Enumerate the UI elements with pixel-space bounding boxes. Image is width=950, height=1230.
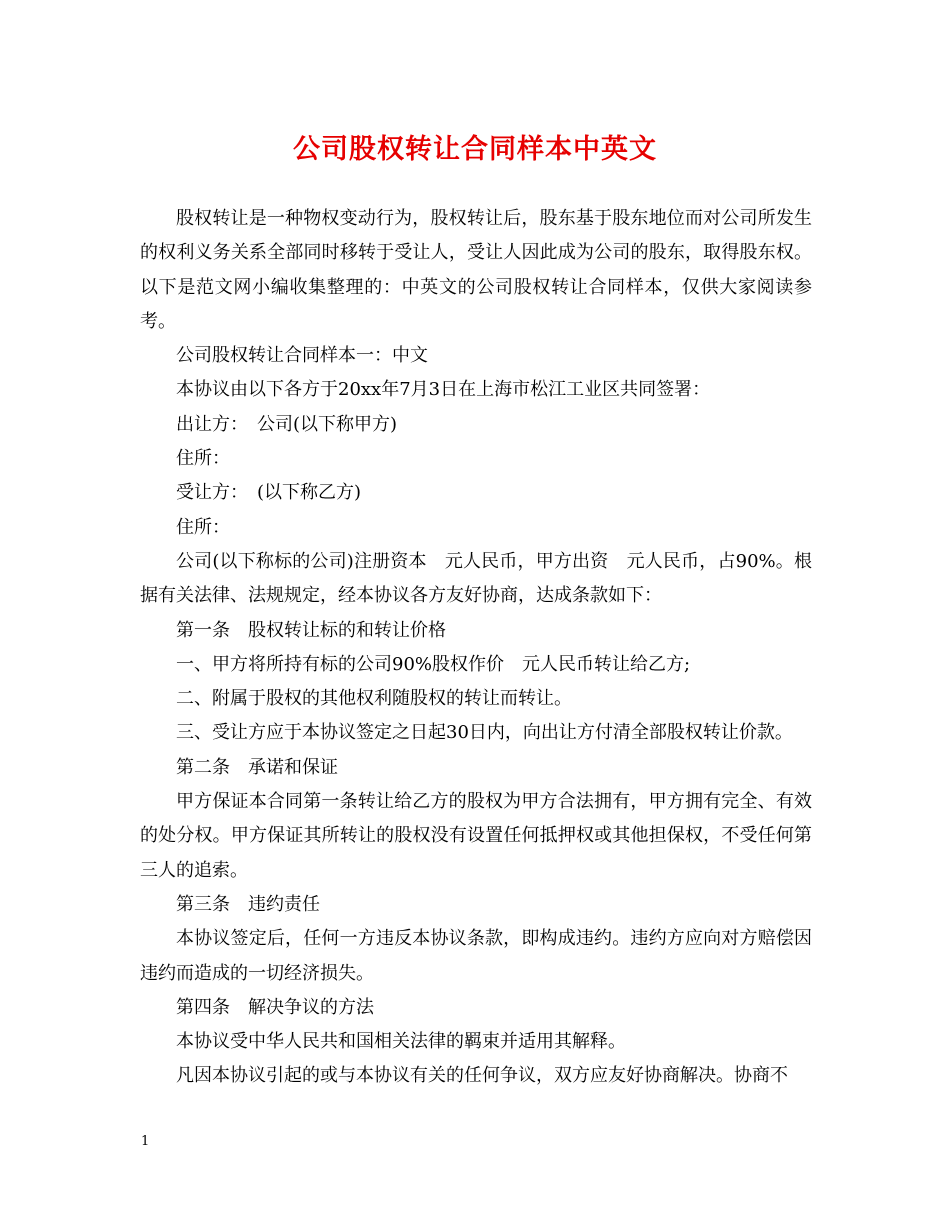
agreement-signing-line: 本协议由以下各方于20xx年7月3日在上海市松江工业区共同签署： xyxy=(176,379,711,401)
capital-paragraph: 公司(以下称标的公司)注册资本 元人民币，甲方出资 元人民币，占90%。根据有关法律、法规规定，经本协议各方友好协商，达成条款如下： xyxy=(140,550,812,607)
article-two-heading: 第二条 承诺和保证 xyxy=(176,756,338,778)
article-two-paragraph: 甲方保证本合同第一条转让给乙方的股权为甲方合法拥有，甲方拥有完全、有效的处分权。甲方保证其所转让的股权没有设置任何抵押权或其他担保权，不受任何第三人的追索。 xyxy=(140,791,812,881)
sample-heading: 公司股权转让合同样本一：中文 xyxy=(176,345,428,367)
article-one-item-three: 三、受让方应于本协议签定之日起30日内，向出让方付清全部股权转让价款。 xyxy=(176,722,793,744)
article-four-paragraph-one: 本协议受中华人民共和国相关法律的羁束并适用其解释。 xyxy=(176,1031,626,1053)
page-number: 1 xyxy=(141,1134,150,1149)
article-three-paragraph: 本协议签定后，任何一方违反本协议条款，即构成违约。违约方应向对方赔偿因违约而造成的一切经济损失。 xyxy=(140,928,812,984)
article-three-heading: 第三条 违约责任 xyxy=(176,893,320,915)
transferor-address-line: 住所： xyxy=(176,448,230,470)
article-four-paragraph-two: 凡因本协议引起的或与本协议有关的任何争议，双方应友好协商解决。协商不 xyxy=(176,1065,788,1087)
document-body xyxy=(140,202,812,1094)
document-title: 公司股权转让合同样本中英文 xyxy=(293,134,657,165)
transferor-line: 出让方： 公司(以下称甲方) xyxy=(176,413,398,435)
article-one-item-one: 一、甲方将所持有标的公司90%股权作价 元人民币转让给乙方; xyxy=(176,653,691,675)
article-four-heading: 第四条 解决争议的方法 xyxy=(176,996,374,1018)
intro-paragraph: 股权转让是一种物权变动行为，股权转让后，股东基于股东地位而对公司所发生的权利义务关系全部同时移转于受让人，受让人因此成为公司的股东，取得股东权。以下是范文网小编收集整理的：中英文的公司股权转让合同样本，仅供大家阅读参考。 xyxy=(140,208,812,332)
article-one-heading: 第一条 股权转让标的和转让价格 xyxy=(176,619,446,641)
transferee-address-line: 住所： xyxy=(176,516,230,538)
article-one-item-two: 二、附属于股权的其他权利随股权的转让而转让。 xyxy=(176,688,572,710)
transferee-line: 受让方： (以下称乙方) xyxy=(176,482,362,504)
